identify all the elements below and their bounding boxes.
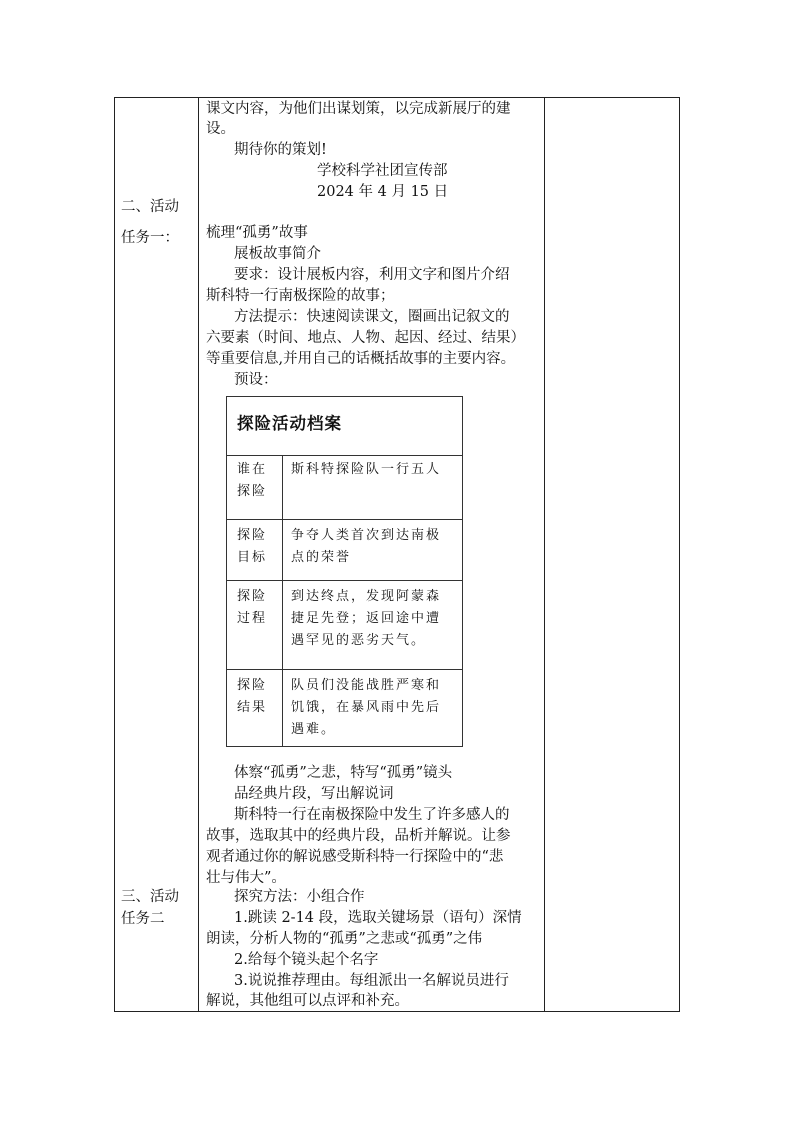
intro-line-2: 设。 bbox=[206, 121, 235, 137]
task1-label-line2: 任务一： bbox=[121, 230, 179, 246]
task2-method: 探究方法：小组合作 bbox=[234, 889, 365, 905]
task2-step3-line1: 3.说说推荐理由。每组派出一名解说员进行 bbox=[234, 973, 509, 989]
task2-paragraph-line1: 斯科特一行在南极探险中发生了许多感人的 bbox=[234, 807, 510, 823]
card-row-divider bbox=[227, 669, 462, 670]
task1-title: 梳理“孤勇”故事 bbox=[206, 225, 308, 241]
card-row-divider bbox=[227, 580, 462, 581]
card-row-divider bbox=[227, 519, 462, 520]
task1-subtitle: 展板故事简介 bbox=[234, 246, 321, 262]
card-row-value: 到达终点，发现阿蒙森捷足先登；返回途中遭遇罕见的恶劣天气。 bbox=[291, 589, 442, 648]
card-row-divider bbox=[227, 455, 462, 456]
task2-step1-line2: 朗读，分析人物的“孤勇”之悲或“孤勇”之伟 bbox=[206, 931, 483, 947]
card-title: 探险活动档案 bbox=[237, 414, 342, 433]
adventure-archive-card bbox=[226, 396, 463, 747]
card-row-key: 探险目标 bbox=[237, 528, 268, 565]
column-divider-2 bbox=[544, 97, 545, 1012]
task1-method-line3: 等重要信息,并用自己的话概括故事的主要内容。 bbox=[206, 351, 516, 367]
card-row-key: 探险过程 bbox=[237, 589, 268, 626]
task2-paragraph-line3: 观者通过你的解说感受斯科特一行探险中的“悲 bbox=[206, 849, 504, 865]
task2-label-line2: 任务二 bbox=[121, 911, 165, 927]
column-divider-1 bbox=[198, 97, 199, 1012]
task2-label-line1: 三、活动 bbox=[121, 889, 179, 905]
task1-requirement-line2: 斯科特一行南极探险的故事； bbox=[206, 288, 395, 304]
table-left-border bbox=[114, 97, 115, 1012]
card-row-value: 争夺人类首次到达南极点的荣誉 bbox=[291, 528, 442, 565]
card-row-key: 谁在探险 bbox=[237, 462, 268, 499]
table-right-border bbox=[679, 97, 680, 1012]
card-row-value: 队员们没能战胜严寒和饥饿，在暴风雨中先后遇难。 bbox=[291, 678, 442, 737]
intro-line-3: 期待你的策划! bbox=[234, 142, 327, 158]
intro-line-1: 课文内容，为他们出谋划策，以完成新展厅的建 bbox=[206, 101, 511, 117]
task1-method-line2: 六要素（时间、地点、人物、起因、经过、结果） bbox=[206, 330, 525, 346]
task1-label-line1: 二、活动 bbox=[121, 199, 179, 215]
task1-requirement-line1: 要求：设计展板内容，利用文字和图片介绍 bbox=[234, 267, 510, 283]
intro-date: 2024 年 4 月 15 日 bbox=[317, 184, 449, 200]
task1-preset: 预设： bbox=[234, 372, 278, 388]
card-row-value: 斯科特探险队一行五人 bbox=[291, 462, 442, 477]
task2-title: 体察“孤勇”之悲，特写“孤勇”镜头 bbox=[234, 765, 453, 781]
task2-step3-line2: 解说，其他组可以点评和补充。 bbox=[206, 993, 409, 1009]
card-row-key: 探险结果 bbox=[237, 678, 268, 715]
task2-step2: 2.给每个镜头起个名字 bbox=[234, 952, 379, 968]
task2-step1-line1: 1.跳读 2-14 段，选取关键场景（语句）深情 bbox=[234, 910, 522, 926]
task2-paragraph-line4: 壮与伟大”。 bbox=[206, 870, 286, 886]
card-column-divider bbox=[282, 455, 283, 746]
intro-signature: 学校科学社团宣传部 bbox=[317, 163, 448, 179]
task2-paragraph-line2: 故事，选取其中的经典片段，品析并解说。让参 bbox=[206, 828, 511, 844]
task2-subtitle: 品经典片段，写出解说词 bbox=[234, 786, 394, 802]
task1-method-line1: 方法提示：快速阅读课文，圈画出记叙文的 bbox=[234, 309, 510, 325]
